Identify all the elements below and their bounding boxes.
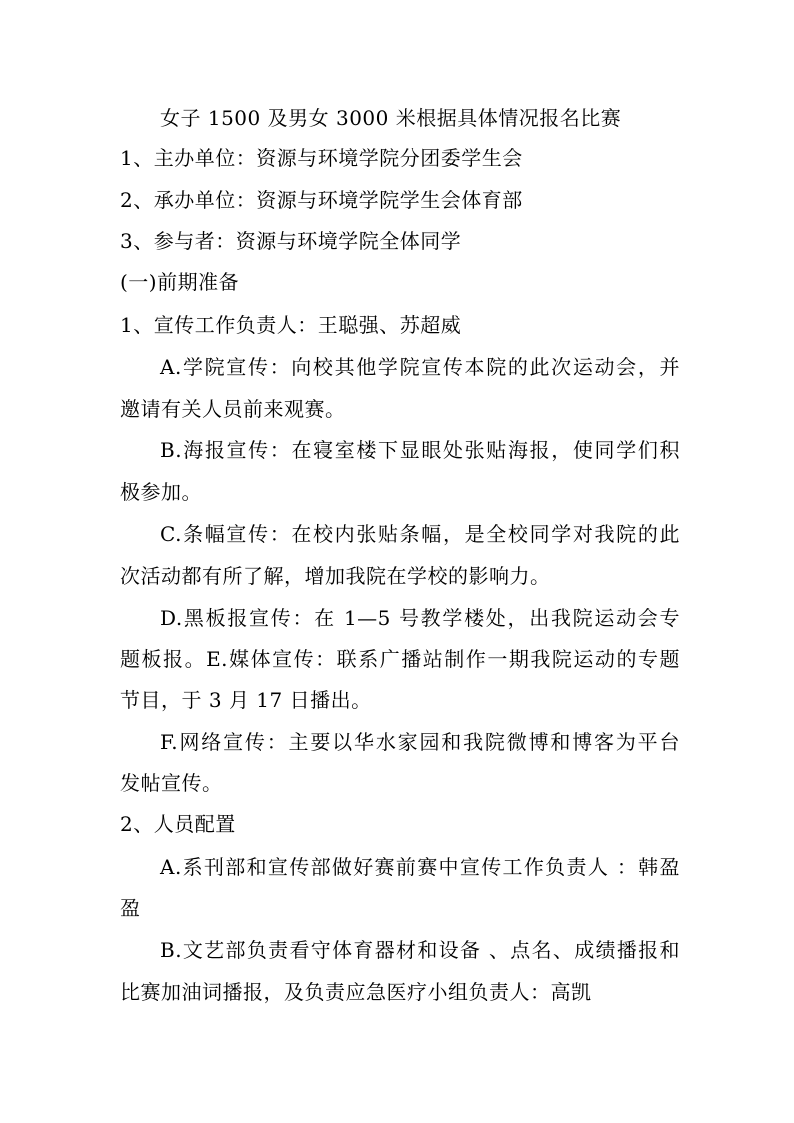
text-line: D.黑板报宣传：在 1—5 号教学楼处，出我院运动会专 [160, 606, 680, 630]
text-line: A.学院宣传：向校其他学院宣传本院的此次运动会，并 [160, 355, 680, 379]
text-line: 3、参与者：资源与环境学院全体同学 [120, 229, 462, 253]
text-line: 发帖宣传。 [120, 771, 223, 795]
text-line: 节目，于 3 月 17 日播出。 [120, 688, 372, 712]
text-line: 1、主办单位：资源与环境学院分团委学生会 [120, 146, 523, 170]
text-line: 女子 1500 及男女 3000 米根据具体情况报名比赛 [160, 106, 622, 130]
section-heading: (一)前期准备 [120, 270, 240, 294]
text-line: C.条幅宣传：在校内张贴条幅，是全校同学对我院的此 [160, 522, 680, 546]
text-line: A.系刊部和宣传部做好赛前赛中宣传工作负责人 ：韩盈 [160, 855, 680, 879]
text-line: B.海报宣传：在寝室楼下显眼处张贴海报，使同学们积 [160, 438, 680, 462]
text-line: 极参加。 [120, 480, 202, 504]
text-line: B.文艺部负责看守体育器材和设备 、点名、成绩播报和 [160, 938, 680, 962]
text-line: 1、宣传工作负责人：王聪强、苏超威 [120, 313, 462, 337]
text-line: F.网络宣传：主要以华水家园和我院微博和博客为平台 [160, 730, 680, 754]
text-line: 题板报。E.媒体宣传：联系广播站制作一期我院运动的专题 [120, 647, 680, 671]
text-line: 次活动都有所了解，增加我院在学校的影响力。 [120, 564, 551, 588]
section-heading: 2、人员配置 [120, 812, 236, 836]
text-line: 比赛加油词播报，及负责应急医疗小组负责人：高凯 [120, 980, 592, 1004]
text-line: 盈 [120, 896, 141, 920]
text-line: 2、承办单位：资源与环境学院学生会体育部 [120, 188, 523, 212]
text-line: 邀请有关人员前来观赛。 [120, 397, 346, 421]
